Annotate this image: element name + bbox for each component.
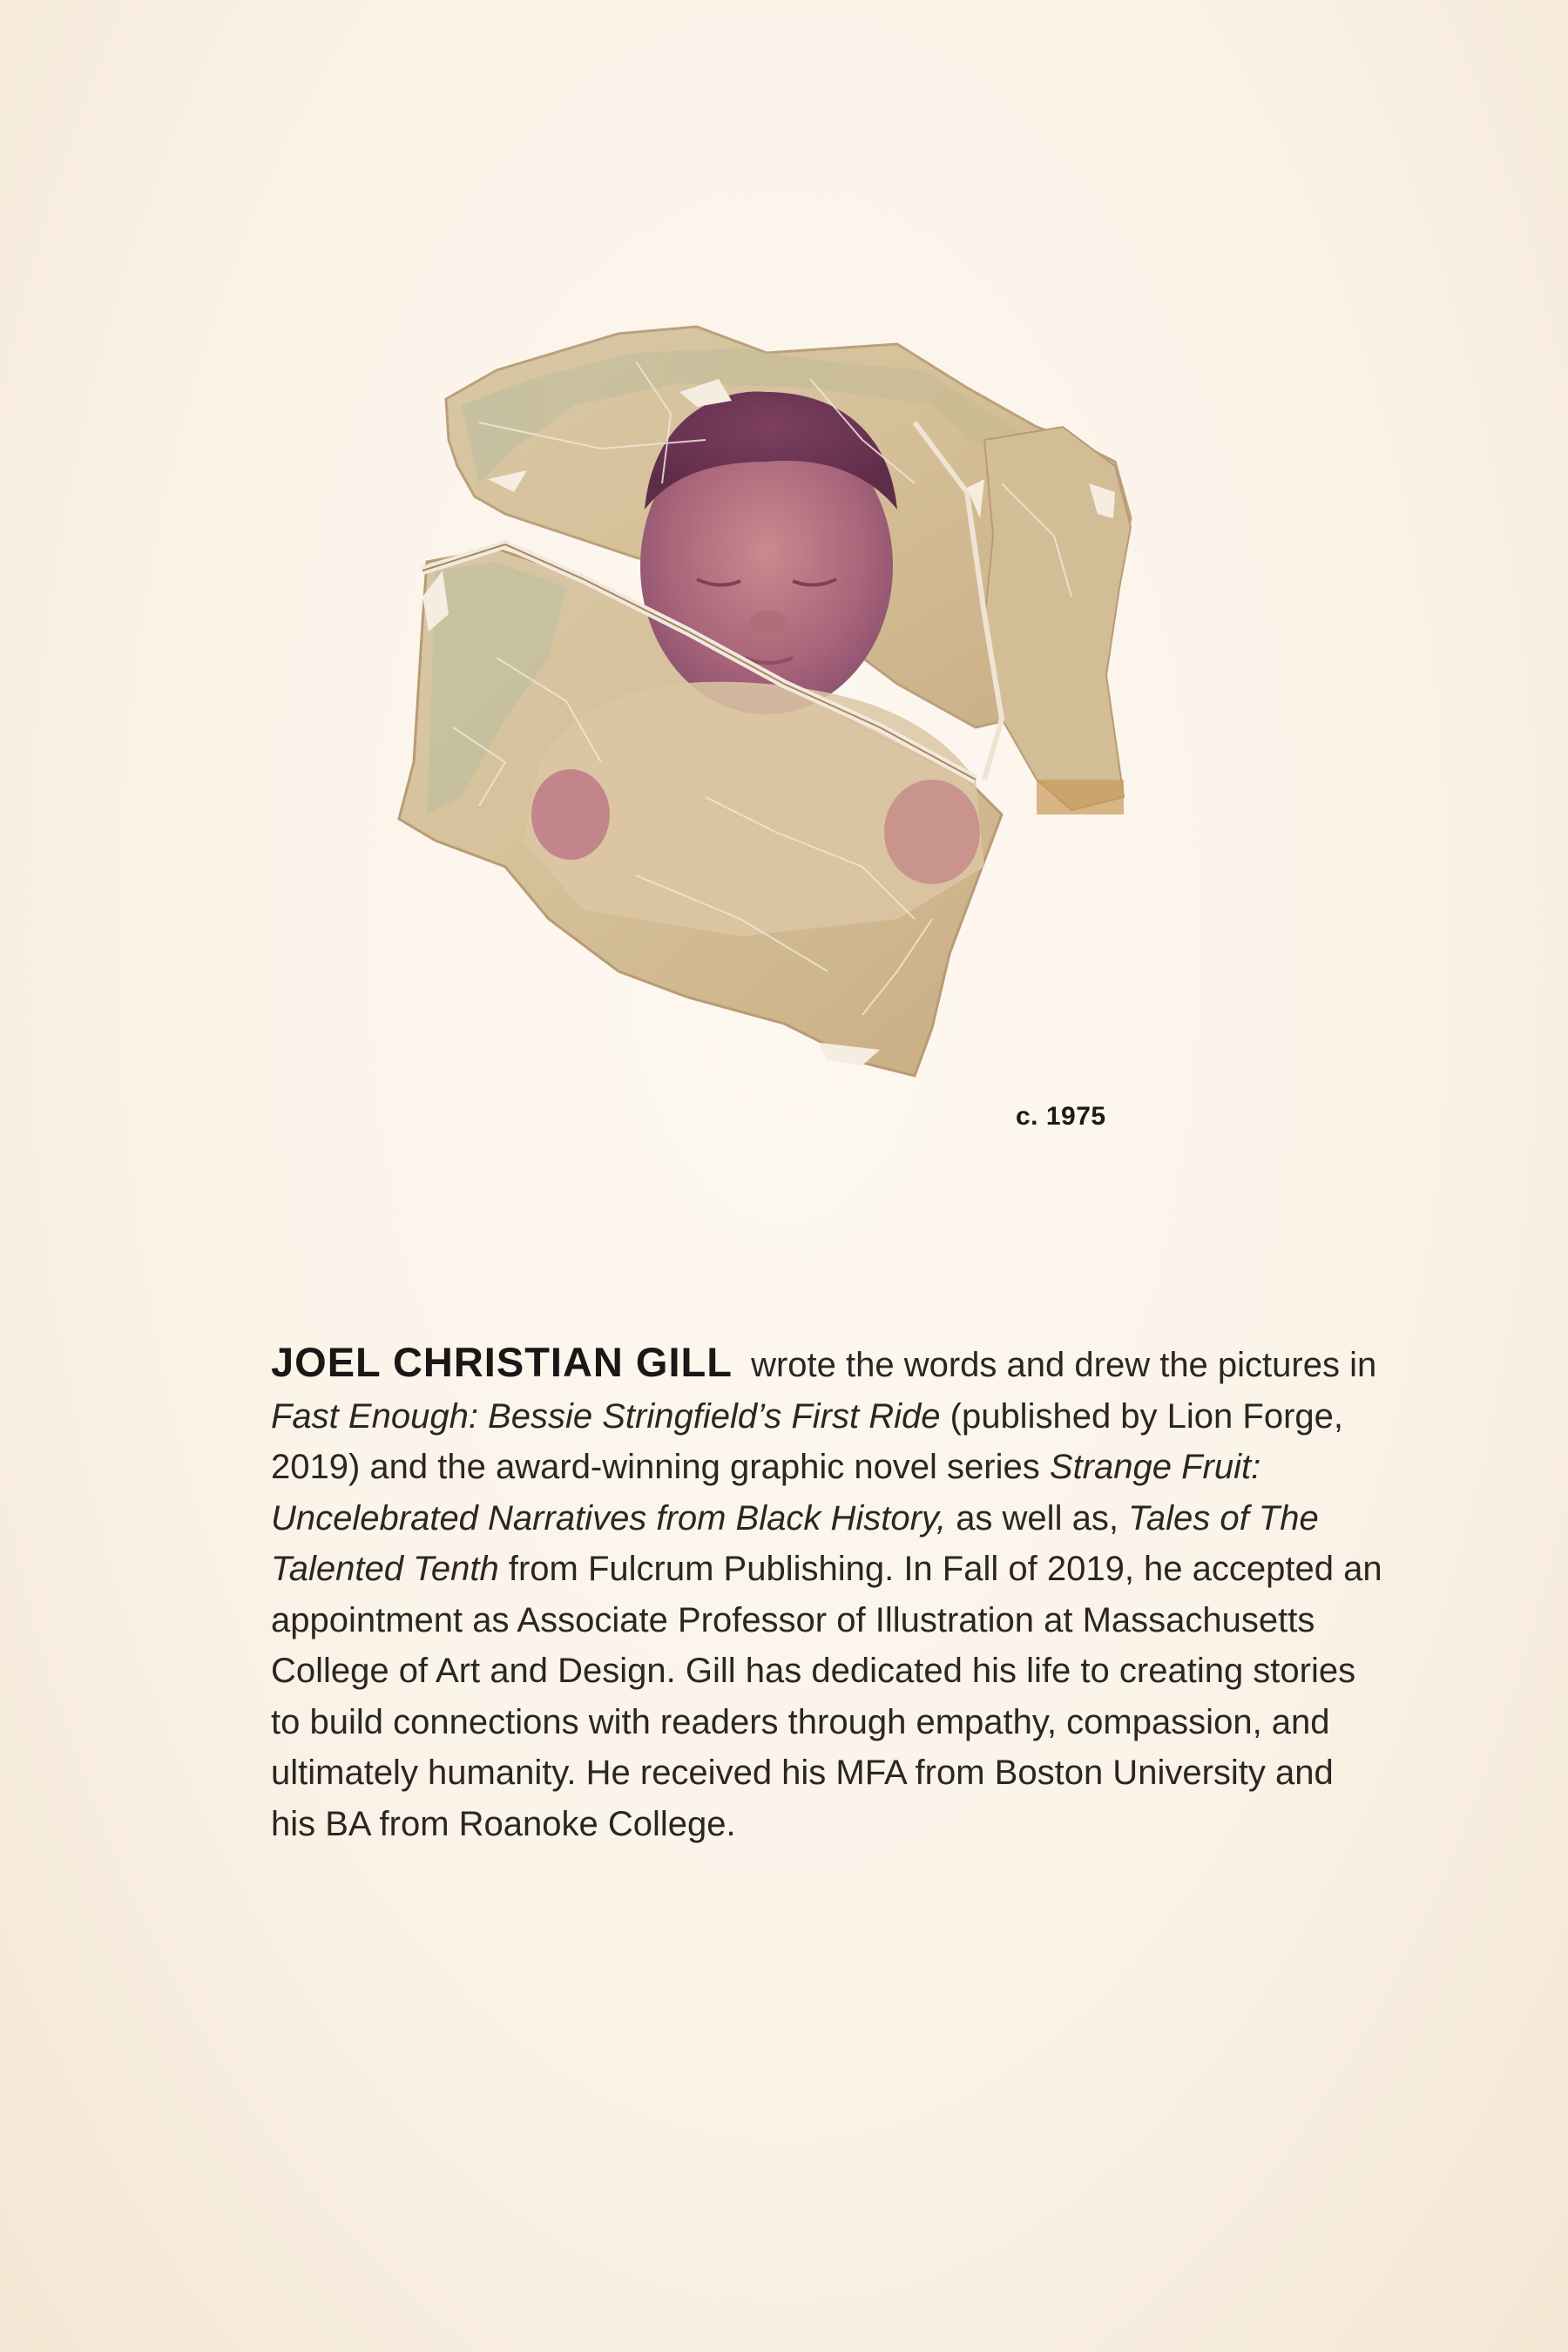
book-title-fast-enough: Fast Enough: Bessie Stringfield’s First Ride xyxy=(271,1396,941,1436)
bio-text-1: wrote the words and drew the pictures in xyxy=(751,1346,1377,1384)
author-bio xyxy=(271,1337,1386,1849)
torn-baby-photo xyxy=(375,309,1228,1163)
book-title-talented-tenth: Tales of The Talented Tenth xyxy=(271,1498,1319,1588)
book-title-strange-fruit: Strange Fruit: Uncelebrated Narratives from Black History, xyxy=(271,1448,1261,1538)
photo-caption: c. 1975 xyxy=(1016,1102,1106,1131)
bio-text-2: (published by Lion Forge, 2019) and the award-winning graphic novel series xyxy=(271,1396,1344,1486)
bio-text-3: as well as, xyxy=(956,1498,1119,1538)
baby-fist-right xyxy=(884,780,980,884)
bio-text-4: from Fulcrum Publishing. In Fall of 2019, he accepted an appointment as Associate Professor of Illustration at Massachusetts College of Art and Design. Gill has dedicated his life to creating stories to build connections with readers through empathy, compassion, and ultimately humanity. He received his MFA from Boston University and his BA from Roanoke College. xyxy=(271,1550,1382,1843)
baby-fist-left xyxy=(531,769,610,860)
author-name: JOEL CHRISTIAN GILL xyxy=(271,1339,733,1385)
